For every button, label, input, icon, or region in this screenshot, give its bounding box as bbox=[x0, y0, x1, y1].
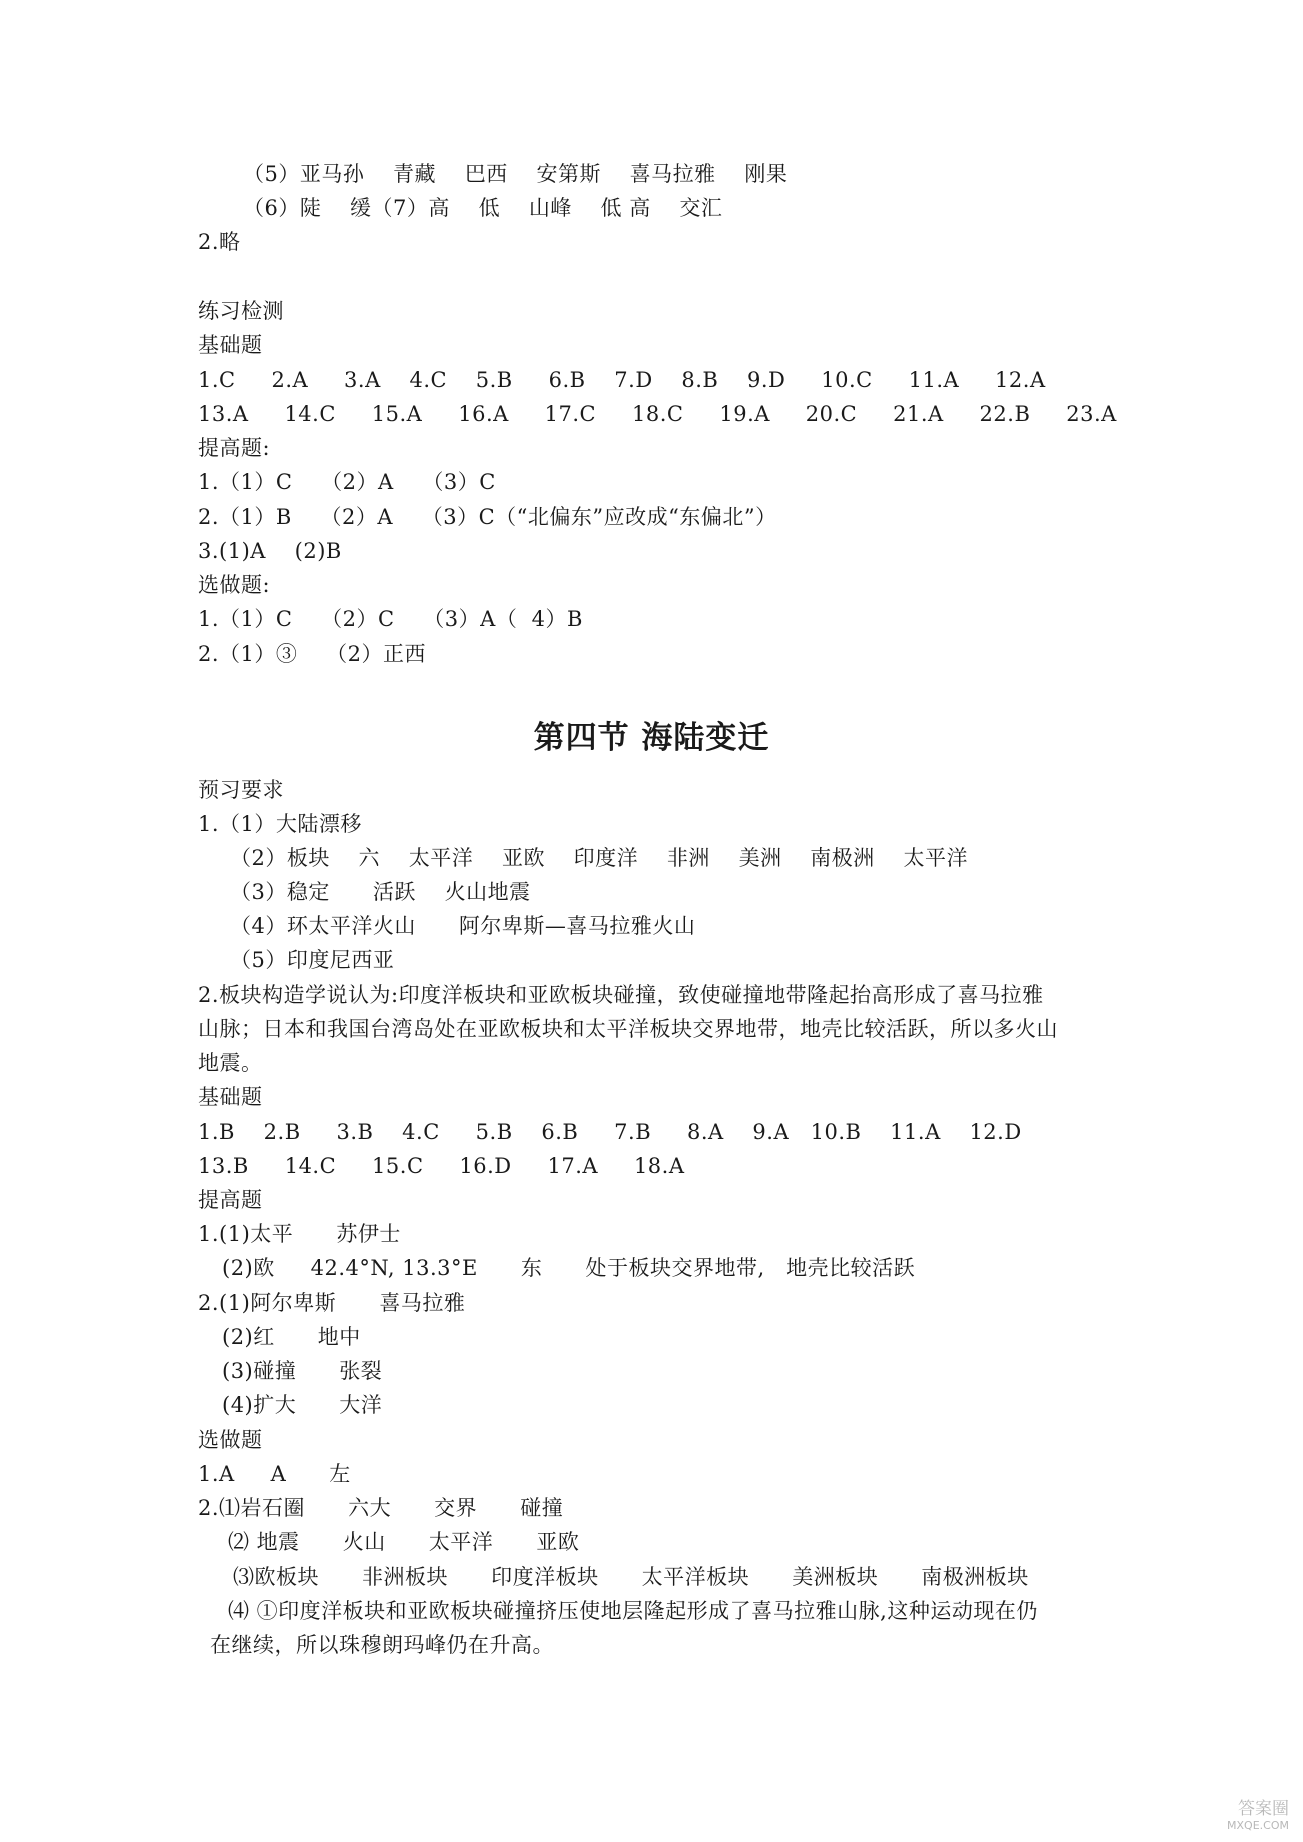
answer-line: 1.A A 左 bbox=[198, 1462, 351, 1486]
answer-line: 2.（1）B （2）A （3）C（“北偏东”应改成“东偏北”） bbox=[198, 505, 777, 529]
subheading: 选做题 bbox=[198, 1428, 263, 1452]
paragraph-line: 地震。 bbox=[198, 1051, 263, 1075]
answer-line: (3)碰撞 张裂 bbox=[222, 1359, 383, 1383]
answer-line: (4)扩大 大洋 bbox=[222, 1393, 383, 1417]
answer-line: ⑶欧板块 非洲板块 印度洋板块 太平洋板块 美洲板块 南极洲板块 bbox=[233, 1565, 1029, 1589]
answer-line: 2.(1)阿尔卑斯 喜马拉雅 bbox=[198, 1291, 466, 1315]
subheading: 基础题 bbox=[198, 1085, 263, 1109]
answer-line: （3）稳定 活跃 火山地震 bbox=[230, 880, 531, 904]
text-line: 2.略 bbox=[198, 230, 241, 254]
answer-line: （4）环太平洋火山 阿尔卑斯—喜马拉雅火山 bbox=[230, 914, 696, 938]
watermark-url: MXQE.COM bbox=[1227, 1819, 1289, 1832]
subheading: 预习要求 bbox=[198, 778, 284, 802]
subheading: 提高题 bbox=[198, 1188, 263, 1212]
text-line: （5）亚马孙 青藏 巴西 安第斯 喜马拉雅 刚果 bbox=[243, 162, 788, 186]
subheading: 基础题 bbox=[198, 333, 263, 357]
answer-line: （2）板块 六 太平洋 亚欧 印度洋 非洲 美洲 南极洲 太平洋 bbox=[230, 846, 968, 870]
answer-line: 13.A 14.C 15.A 16.A 17.C 18.C 19.A 20.C 21.A 22.B 23.A bbox=[198, 402, 1117, 426]
watermark-logo-text: 答案圈 bbox=[1238, 1799, 1289, 1819]
subheading: 选做题: bbox=[198, 573, 271, 597]
paragraph-line: ⑷ ①印度洋板块和亚欧板块碰撞挤压使地层隆起形成了喜马拉雅山脉,这种运动现在仍 bbox=[228, 1599, 1038, 1623]
answer-line: 1.(1)太平 苏伊士 bbox=[198, 1222, 401, 1246]
answer-line: 1.C 2.A 3.A 4.C 5.B 6.B 7.D 8.B 9.D 10.C 11.A 12.A bbox=[198, 368, 1046, 392]
answer-line: 1.（1）C （2）A （3）C bbox=[198, 470, 496, 494]
text-line: （6）陡 缓（7）高 低 山峰 低 高 交汇 bbox=[243, 196, 723, 220]
section-title: 第四节 海陆变迁 bbox=[533, 720, 770, 756]
answer-line: 1.（1）C （2）C （3）A（ 4）B bbox=[198, 607, 583, 631]
answer-line: 2.⑴岩石圈 六大 交界 碰撞 bbox=[198, 1496, 564, 1520]
subheading: 提高题: bbox=[198, 436, 271, 460]
paragraph-line: 在继续，所以珠穆朗玛峰仍在升高。 bbox=[210, 1633, 554, 1657]
subheading: 练习检测 bbox=[198, 299, 284, 323]
paragraph-line: 2.板块构造学说认为:印度洋板块和亚欧板块碰撞，致使碰撞地带隆起抬高形成了喜马拉雅 bbox=[198, 983, 1044, 1007]
answer-line: 3.(1)A (2)B bbox=[198, 539, 342, 563]
answer-line: (2)红 地中 bbox=[222, 1325, 361, 1349]
answer-line: （5）印度尼西亚 bbox=[230, 948, 395, 972]
paragraph-line: 山脉；日本和我国台湾岛处在亚欧板块和太平洋板块交界地带，地壳比较活跃，所以多火山 bbox=[198, 1017, 1058, 1041]
watermark-logo bbox=[1227, 1799, 1289, 1832]
answer-line: (2)欧 42.4°N, 13.3°E 东 处于板块交界地带, 地壳比较活跃 bbox=[222, 1256, 916, 1280]
answer-line: 2.（1）③ （2）正西 bbox=[198, 642, 426, 666]
answer-line: ⑵ 地震 火山 太平洋 亚欧 bbox=[228, 1530, 580, 1554]
answer-line: 1.B 2.B 3.B 4.C 5.B 6.B 7.B 8.A 9.A 10.B 11.A 12.D bbox=[198, 1120, 1022, 1144]
answer-line: 1.（1）大陆漂移 bbox=[198, 812, 362, 836]
answer-line: 13.B 14.C 15.C 16.D 17.A 18.A bbox=[198, 1154, 685, 1178]
